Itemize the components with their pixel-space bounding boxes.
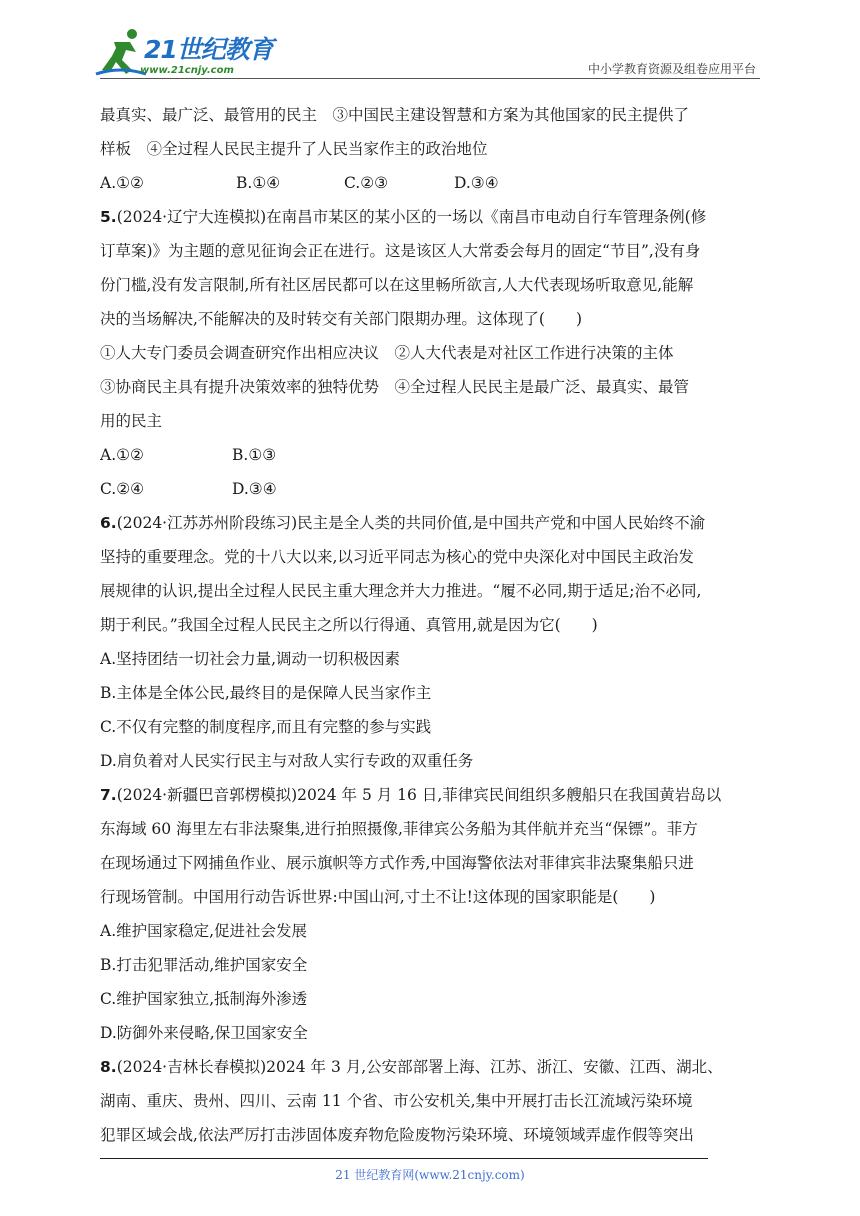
q5-options-row-1 (100, 438, 762, 472)
q5-statement-line-1: ①人大专门委员会调查研究作出相应决议 ②人大代表是对社区工作进行决策的主体 (100, 344, 674, 362)
q7-stem-line-3: 在现场通过下网捕鱼作业、展示旗帜等方式作秀,中国海警依法对菲律宾非法聚集船只进 (100, 854, 694, 872)
q8-stem-line-3: 犯罪区域会战,依法严厉打击涉固体废弃物危险废物污染环境、环境领域弄虚作假等突出 (100, 1126, 694, 1144)
q8-text-1: (2024·吉林长春模拟)2024 年 3 月,公安部部署上海、江苏、浙江、安徽、江西、湖北、 (116, 1058, 723, 1076)
q6-stem-line-2: 坚持的重要理念。党的十八大以来,以习近平同志为核心的党中央深化对中国民主政治发 (100, 548, 694, 566)
q6-option-a[interactable]: A.坚持团结一切社会力量,调动一切积极因素 (100, 650, 401, 668)
q7-stem-line-2: 东海域 60 海里左右非法聚集,进行拍照摄像,菲律宾公务船为其伴航并充当“保镖”。菲方 (100, 820, 698, 838)
q6-number: 6. (100, 514, 117, 532)
q8-stem-line-1 (100, 1050, 762, 1084)
q5-stem-line-1 (100, 200, 762, 234)
q5-stem-line-2: 订草案)》为主题的意见征询会正在进行。这是该区人大常委会每月的固定“节目”,没有身 (100, 242, 701, 260)
q4-option-d[interactable]: D.③④ (454, 174, 499, 192)
q7-stem-line-4: 行现场管制。中国用行动告诉世界:中国山河,寸土不让!这体现的国家职能是( ) (100, 888, 656, 906)
q7-stem-line-1 (100, 778, 762, 812)
q6-option-b[interactable]: B.主体是全体公民,最终目的是保障人民当家作主 (100, 684, 432, 702)
q7-number: 7. (100, 786, 117, 804)
q5-text-1: (2024·辽宁大连模拟)在南昌市某区的某小区的一场以《南昌市电动自行车管理条例(修 (116, 208, 707, 226)
q7-option-b[interactable]: B.打击犯罪活动,维护国家安全 (100, 956, 308, 974)
q6-stem-line-1 (100, 506, 762, 540)
q4-continuation-line-2: 样板 ④全过程人民民主提升了人民当家作主的政治地位 (100, 140, 488, 158)
header-divider (100, 78, 760, 79)
q5-statement-line-2: ③协商民主具有提升决策效率的独特优势 ④全过程人民民主是最广泛、最真实、最管 (100, 378, 690, 396)
q5-option-b[interactable]: B.①③ (232, 446, 277, 464)
q7-text-1: (2024·新疆巴音郭楞模拟)2024 年 5 月 16 日,菲律宾民间组织多艘船只在我国黄岩岛以 (116, 786, 722, 804)
q5-option-d[interactable]: D.③④ (232, 480, 277, 498)
q7-option-d[interactable]: D.防御外来侵略,保卫国家安全 (100, 1024, 308, 1042)
logo-text: 21世纪教育 (144, 35, 273, 64)
platform-tagline: 中小学教育资源及组卷应用平台 (587, 62, 756, 76)
footer-link[interactable]: 21 世纪教育网(www.21cnjy.com) (335, 1168, 525, 1182)
q4-option-a[interactable]: A.①② (100, 174, 144, 192)
q6-stem-line-4: 期于利民。”我国全过程人民民主之所以行得通、真管用,就是因为它( ) (100, 616, 598, 634)
q6-option-c[interactable]: C.不仅有完整的制度程序,而且有完整的参与实践 (100, 718, 432, 736)
q4-options (100, 166, 762, 200)
footer-divider (100, 1158, 708, 1159)
q5-options-row-2 (100, 472, 762, 506)
q5-stem-line-3: 份门槛,没有发言限制,所有社区居民都可以在这里畅所欲言,人大代表现场听取意见,能解 (100, 276, 694, 294)
question-content (100, 98, 762, 1152)
q5-option-c[interactable]: C.②④ (100, 480, 145, 498)
q4-option-b[interactable]: B.①④ (236, 174, 281, 192)
q6-option-d[interactable]: D.肩负着对人民实行民主与对敌人实行专政的双重任务 (100, 752, 474, 770)
page-header (0, 0, 860, 86)
site-logo[interactable] (92, 28, 282, 82)
q6-stem-line-3: 展规律的认识,提出全过程人民民主重大理念并大力推进。“履不必同,期于适足;治不必同, (100, 582, 702, 600)
q7-option-a[interactable]: A.维护国家稳定,促进社会发展 (100, 922, 308, 940)
q5-statement-line-3: 用的民主 (100, 412, 163, 430)
q4-option-c[interactable]: C.②③ (344, 174, 389, 192)
q5-stem-line-4: 决的当场解决,不能解决的及时转交有关部门限期办理。这体现了( ) (100, 310, 583, 328)
q4-continuation-line-1: 最真实、最广泛、最管用的民主 ③中国民主建设智慧和方案为其他国家的民主提供了 (100, 106, 690, 124)
logo-url: www.21cnjy.com (140, 65, 234, 76)
q7-option-c[interactable]: C.维护国家独立,抵制海外渗透 (100, 990, 308, 1008)
q5-option-a[interactable]: A.①② (100, 446, 144, 464)
q8-number: 8. (100, 1058, 117, 1076)
q6-text-1: (2024·江苏苏州阶段练习)民主是全人类的共同价值,是中国共产党和中国人民始终不渝 (116, 514, 706, 532)
q5-number: 5. (100, 208, 117, 226)
q8-stem-line-2: 湖南、重庆、贵州、四川、云南 11 个省、市公安机关,集中开展打击长江流域污染环境 (100, 1092, 693, 1110)
